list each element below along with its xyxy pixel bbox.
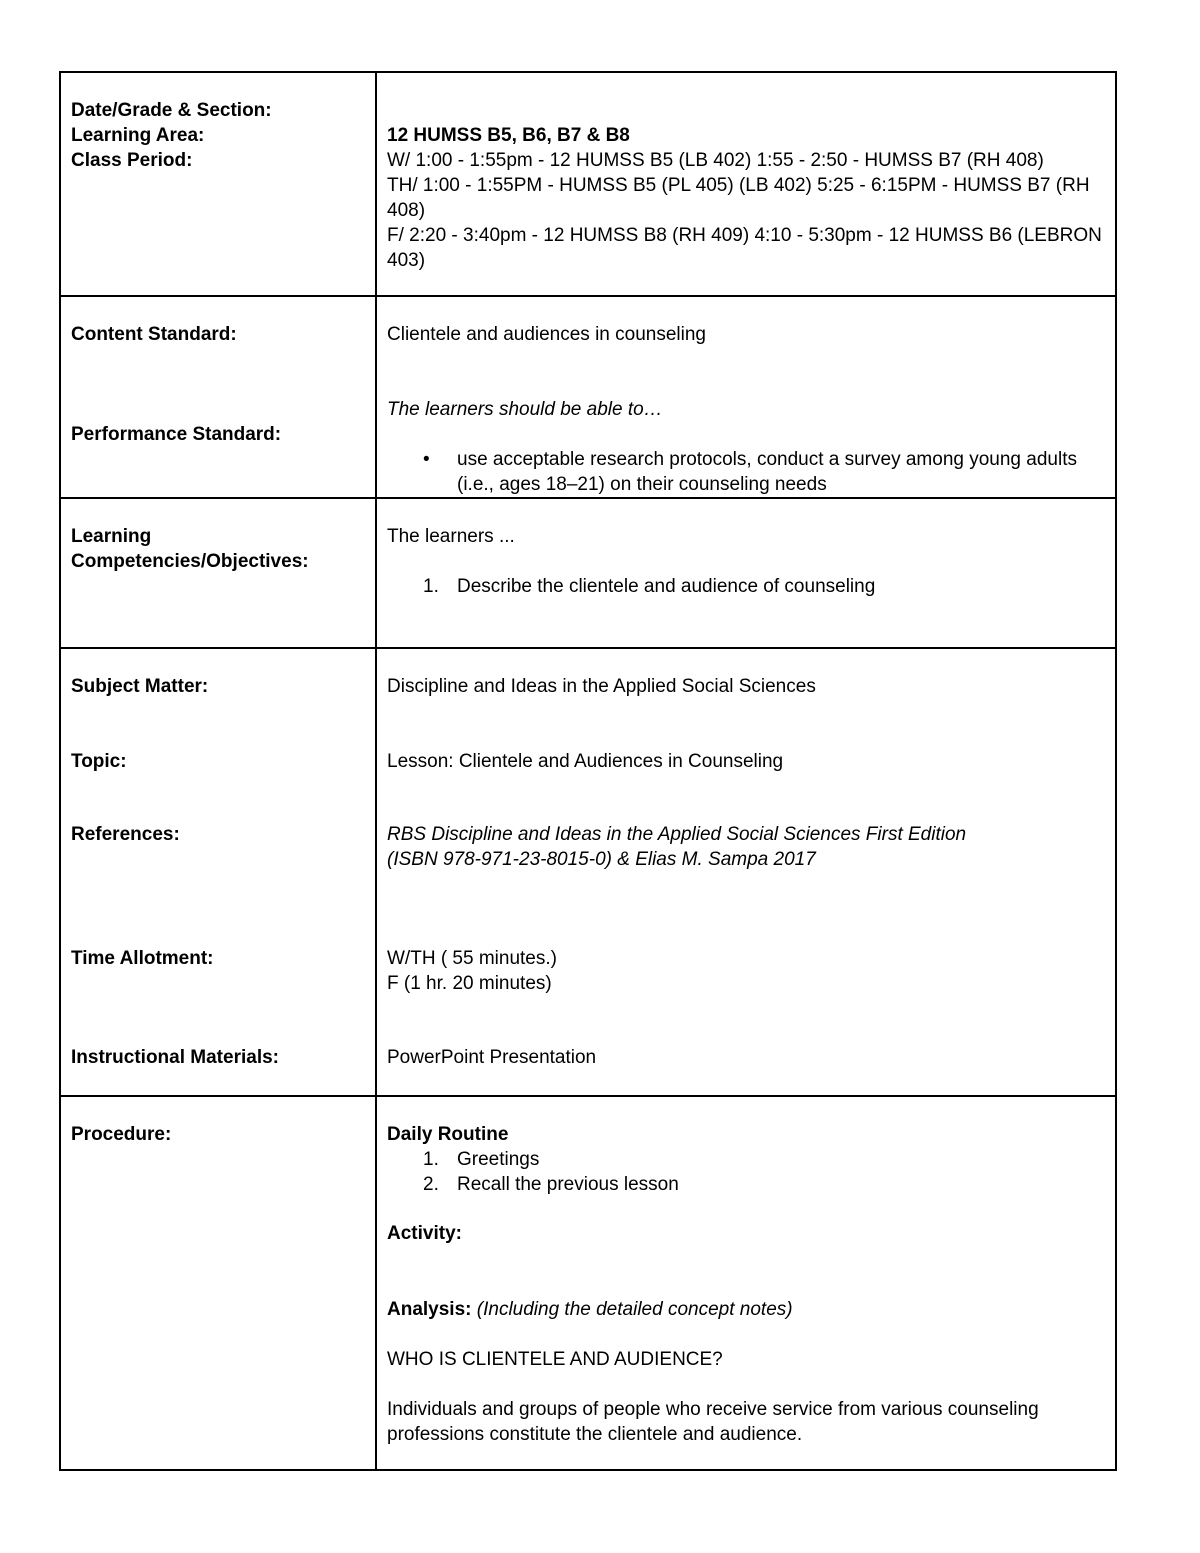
- clientele-definition: Individuals and groups of people who receive service from various counseling professions constitute the clientele and audience.: [387, 1399, 1039, 1445]
- bullet-icon: •: [423, 449, 430, 470]
- content-standard-label: Content Standard:: [71, 324, 237, 345]
- schedule-wednesday: W/ 1:00 - 1:55pm - 12 HUMSS B5 (LB 402) 1:55 - 2:50 - HUMSS B7 (RH 408): [387, 150, 1044, 171]
- content-standard-value: Clientele and audiences in counseling: [387, 324, 707, 345]
- table-row: [60, 648, 1116, 1096]
- schedule-friday: F/ 2:20 - 3:40pm - 12 HUMSS B8 (RH 409) 4:10 - 5:30pm - 12 HUMSS B6 (LEBRON 403): [387, 225, 1102, 271]
- analysis-label: Analysis:: [387, 1299, 472, 1320]
- label-cell: [60, 648, 376, 1096]
- references-line1: RBS Discipline and Ideas in the Applied Social Sciences First Edition: [387, 824, 967, 845]
- value-cell: [376, 296, 1116, 498]
- time-allotment-label: Time Allotment:: [71, 948, 214, 969]
- label-cell: [60, 296, 376, 498]
- topic-label: Topic:: [71, 751, 127, 772]
- subject-matter-label: Subject Matter:: [71, 676, 209, 697]
- list-number: 1.: [423, 576, 439, 597]
- list-item: [387, 447, 1105, 497]
- routine-list: [387, 1147, 1105, 1197]
- table-row: [60, 296, 1116, 498]
- list-item: [387, 574, 1105, 599]
- performance-intro: The learners should be able to…: [387, 399, 663, 420]
- table-row: [60, 72, 1116, 296]
- section-value: 12 HUMSS B5, B6, B7 & B8: [387, 125, 630, 146]
- time-allotment-line2: F (1 hr. 20 minutes): [387, 973, 552, 994]
- value-cell: [376, 1096, 1116, 1470]
- list-item: [387, 1172, 1105, 1197]
- list-number: 2.: [423, 1174, 439, 1195]
- performance-standard-label: Performance Standard:: [71, 424, 282, 445]
- references-line2: (ISBN 978-971-23-8015-0) & Elias M. Sampa 2017: [387, 849, 816, 870]
- analysis-note: (Including the detailed concept notes): [476, 1299, 793, 1320]
- competency-text: Describe the clientele and audience of counseling: [457, 576, 876, 597]
- table-row: [60, 1096, 1116, 1470]
- references-label: References:: [71, 824, 180, 845]
- instructional-materials-label: Instructional Materials:: [71, 1047, 279, 1068]
- learning-area-label: Learning Area:: [71, 125, 205, 146]
- list-number: 1.: [423, 1149, 439, 1170]
- date-grade-section-label: Date/Grade & Section:: [71, 100, 272, 121]
- label-cell: [60, 498, 376, 648]
- routine-item-text: Recall the previous lesson: [457, 1174, 679, 1195]
- value-cell: [376, 72, 1116, 296]
- competencies-label-line2: Competencies/Objectives:: [71, 551, 309, 572]
- table-row: [60, 498, 1116, 648]
- activity-label: Activity:: [387, 1223, 462, 1244]
- competencies-intro: The learners ...: [387, 526, 515, 547]
- label-cell: [60, 1096, 376, 1470]
- value-cell: [376, 648, 1116, 1096]
- subject-matter-value: Discipline and Ideas in the Applied Social Sciences: [387, 676, 816, 697]
- time-allotment-line1: W/TH ( 55 minutes.): [387, 948, 557, 969]
- list-item: [387, 1147, 1105, 1172]
- instructional-materials-value: PowerPoint Presentation: [387, 1047, 597, 1068]
- lesson-plan-table: [59, 71, 1117, 1471]
- competencies-list: [387, 574, 1105, 599]
- schedule-thursday: TH/ 1:00 - 1:55PM - HUMSS B5 (PL 405) (LB 402) 5:25 - 6:15PM - HUMSS B7 (RH 408): [387, 175, 1090, 221]
- procedure-label: Procedure:: [71, 1124, 172, 1145]
- daily-routine-title: Daily Routine: [387, 1124, 509, 1145]
- performance-bullet-text: use acceptable research protocols, conduct a survey among young adults (i.e., ages 18–21) on their counseling needs: [457, 449, 1077, 495]
- analysis-line: [387, 1297, 1105, 1322]
- competencies-label-line1: Learning: [71, 526, 152, 547]
- value-cell: [376, 498, 1116, 648]
- clientele-question: WHO IS CLIENTELE AND AUDIENCE?: [387, 1349, 723, 1370]
- performance-list: [387, 447, 1105, 497]
- class-period-label: Class Period:: [71, 150, 193, 171]
- topic-value: Lesson: Clientele and Audiences in Counseling: [387, 751, 784, 772]
- label-cell: [60, 72, 376, 296]
- routine-item-text: Greetings: [457, 1149, 540, 1170]
